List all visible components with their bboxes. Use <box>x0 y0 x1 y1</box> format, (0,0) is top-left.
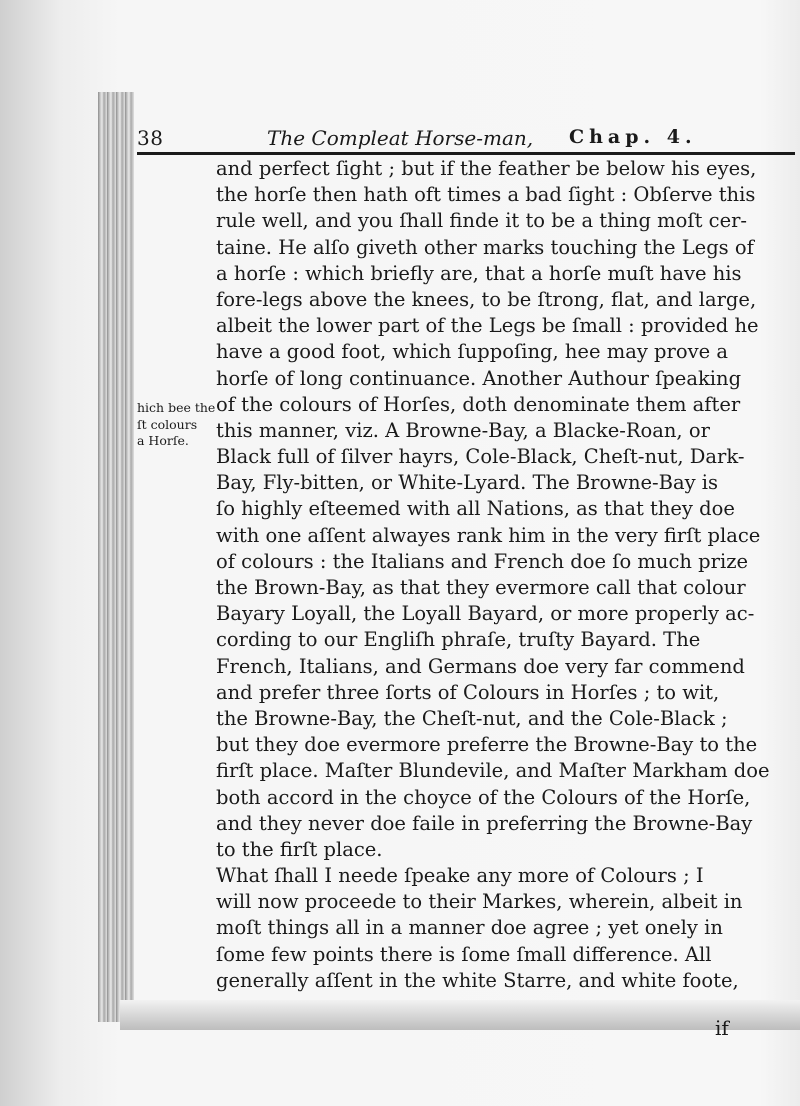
text-line: and perfect ſight ; but if the feather be below his eyes, <box>216 157 757 180</box>
text-line: a horſe : which briefly are, that a horſe muſt have his <box>216 261 742 285</box>
text-line: this manner, viz. A Browne-Bay, a Blacke-Roan, or <box>216 418 710 442</box>
text-line: taine. He alſo giveth other marks touching the Legs of <box>216 235 754 259</box>
text-line: cording to our Engliſh phraſe, truſty Bayard. The <box>216 628 701 652</box>
page-binding-shadow <box>98 92 134 1022</box>
text-line: rule well, and you ſhall finde it to be a thing moſt cer- <box>216 209 748 233</box>
body-text <box>216 156 798 994</box>
text-line: fore-legs above the knees, to be ſtrong, flat, and large, <box>216 287 757 311</box>
text-line: of colours : the Italians and French doe ſo much prize <box>216 549 749 573</box>
text-line: and they never doe faile in preferring the Browne-Bay <box>216 811 753 835</box>
text-line: moſt things all in a manner doe agree ; yet onely in <box>216 916 723 940</box>
running-title: The Compleat Horse-man, <box>267 126 534 150</box>
header-rule <box>137 152 795 155</box>
text-line: but they doe evermore preferre the Browne-Bay to the <box>216 733 758 757</box>
text-line: horſe of long continuance. Another Authour ſpeaking <box>216 366 742 390</box>
text-line: to the firſt place. <box>216 837 383 861</box>
text-line: ſome few points there is ſome ſmall difference. All <box>216 942 712 966</box>
text-line: and prefer three ſorts of Colours in Horſes ; to wit, <box>216 680 720 704</box>
marginal-note-line: a Horſe. <box>137 433 189 448</box>
text-line: the Brown-Bay, as that they evermore call that colour <box>216 576 746 599</box>
text-line: the Browne-Bay, the Cheſt-nut, and the Cole-Black ; <box>216 706 728 730</box>
text-line: the horſe then hath oft times a bad ſight : Obſerve this <box>216 183 756 207</box>
text-line: albeit the lower part of the Legs be ſmall : provided he <box>216 314 759 338</box>
text-line: of the colours of Horſes, doth denominate them after <box>216 392 741 416</box>
text-line: generally aſſent in the white Starre, and white foote, <box>216 968 739 992</box>
marginal-note-line: hich bee the <box>137 400 216 415</box>
text-line: French, Italians, and Germans doe very far commend <box>216 654 745 678</box>
text-line: with one aſſent alwayes rank him in the very firſt place <box>216 523 761 547</box>
text-line: have a good foot, which ſuppoſing, hee may prove a <box>216 340 728 364</box>
marginal-note <box>137 400 216 450</box>
catchword: if <box>715 1016 729 1040</box>
text-line: Bay, Fly-bitten, or White-Lyard. The Browne-Bay is <box>216 471 719 495</box>
page-bottom-edge <box>120 1000 800 1030</box>
text-line: firſt place. Maſter Blundevile, and Maſter Markham doe <box>216 759 770 783</box>
text-line: Black full of ſilver hayrs, Cole-Black, Cheſt-nut, Dark- <box>216 445 745 469</box>
page-number: 38 <box>137 126 164 150</box>
text-line: both accord in the choyce of the Colours of the Horſe, <box>216 785 751 809</box>
marginal-note-line: ſt colours <box>137 416 198 432</box>
text-line: Bayary Loyall, the Loyall Bayard, or more properly ac- <box>216 602 755 626</box>
text-line: ſo highly eſteemed with all Nations, as that they doe <box>216 497 735 521</box>
text-line: will now proceede to their Markes, wherein, albeit in <box>216 890 743 914</box>
chapter-heading: Chap. 4. <box>569 126 697 148</box>
page-header <box>137 126 797 152</box>
text-line: What ſhall I neede ſpeake any more of Colours ; I <box>216 864 704 888</box>
